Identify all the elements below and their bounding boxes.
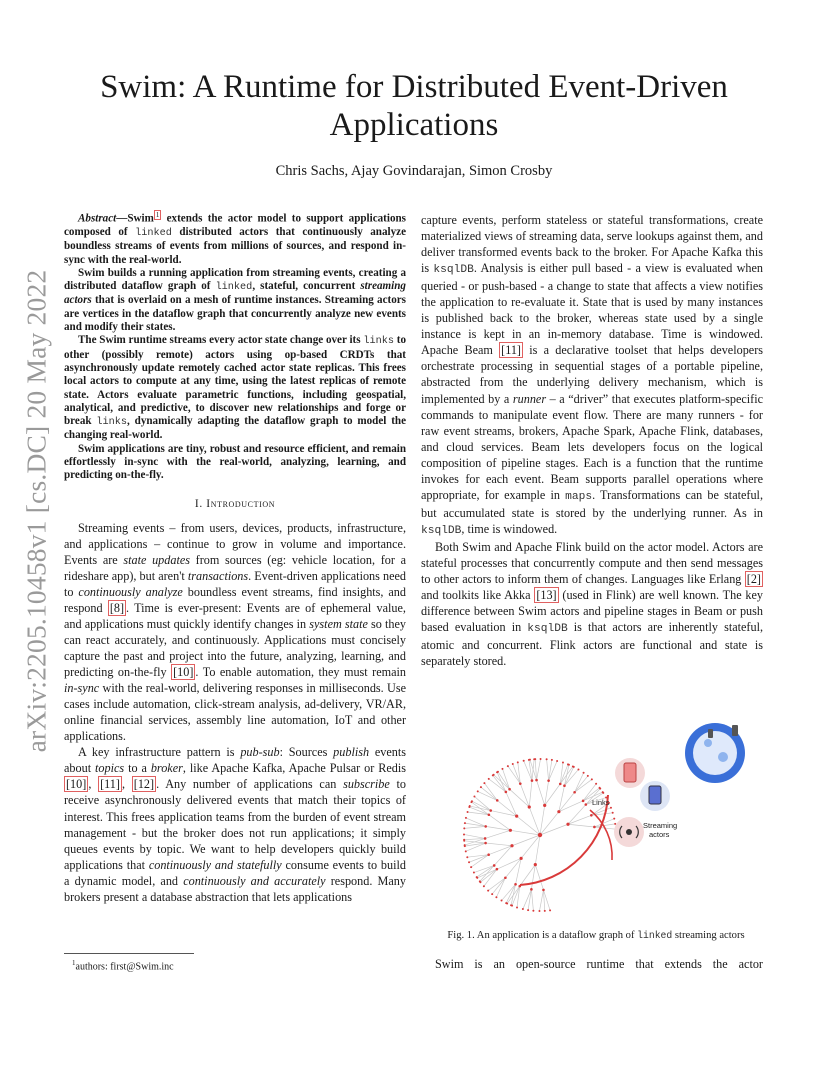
actor-node: [517, 761, 519, 763]
actor-node: [467, 811, 469, 813]
actor-node: [599, 788, 601, 790]
citation-link[interactable]: [10]: [173, 665, 194, 680]
arxiv-id-text: arXiv:2205.10458v1 [cs.DC] 20 May 2022: [20, 269, 51, 753]
actor-node: [520, 857, 523, 860]
body-paragraph: capture events, perform stateless or stateful transformations, create materialized views of streaming data, serve lookups against them, and deliver transformed events back to the broker. For Apache Kafka this is ksqlDB. Analysis is either pull based - a view is evaluated when queried - or push-based - a change to state that affects a view notifies the application to re-evaluate it. State that is used by many instances is published back to the broker, whereas state used by a single instance is kept in an in-memory database. Time is windowed. Apache Beam [11] is a declarative toolset that helps developers orchestrate processing in sequential stages of a portable pipeline, abstracted from the underlying delivery mechanism, which is implemented by a runner – a “driver” that executes platform-specific commands to manipulate event flow. There are many runners - for raw event streams, brokers, Apache Spark, Apache Flink, databases, and cloud services. Beam lets developers focus on the logical composition of pipeline stages. Each is a function that the runtime invokes for each event. Beam supports parallel operations where appropriate, for example in maps. Transformations can be stateful, but accumulated state is stored by the underlying runner. As in ksqlDB, time is windowed.: [421, 213, 763, 537]
actor-node: [530, 888, 533, 891]
actor-node: [464, 844, 466, 846]
actor-node: [591, 778, 593, 780]
body-paragraph: Both Swim and Apache Flink build on the actor model. Actors are stateful processes that concurrently compute and then send messages to other actors to inform them of changes. Languages like Erlang [2] and toolkits like Akka [13] (used in Flink) are well known. The key difference between Swim actors and pipeline stages in Beam or push based evaluation in ksqlDB is that actors are inherently stateful, atomic and concurrent. Flink actors are functional and state is separately stored.: [421, 539, 763, 669]
body-paragraph: A key infrastructure pattern is pub-sub: Sources publish events about topics to a broker, like Apache Kafka, Apache Pulsar or Redis [10] , [11] , [12] . Any number of applications can subscribe to receive asynchronously delivered events that match their topics of interest. This frees application teams from the burden of event stream management - but the broker does not run applications; it simply queues events by topic. We want to help developers quickly build applications that continuously and statefully consume events to build a dynamic model, and continuously and accurately respond. Many brokers present a database abstraction that lets applications: [64, 745, 407, 904]
actor-node: [582, 800, 585, 803]
actor-node: [483, 782, 485, 784]
actor-node: [507, 765, 509, 767]
actor-node: [468, 861, 470, 863]
actor-node: [484, 842, 487, 845]
actor-node: [483, 885, 485, 887]
right-column: [421, 212, 763, 669]
actor-node: [568, 764, 570, 766]
left-column: [64, 212, 406, 905]
actor-node: [463, 833, 465, 835]
citation-link[interactable]: [11]: [501, 343, 521, 358]
actor-node: [465, 817, 467, 819]
actor-node: [477, 790, 479, 792]
actor-node: [464, 822, 466, 824]
actor-node: [519, 782, 522, 785]
actor-node: [510, 904, 512, 906]
actor-node: [544, 910, 546, 912]
actor-node: [514, 883, 517, 886]
body-paragraph: Streaming events – from users, devices, products, infrastructure, and applications – continue to grow in volume and importance. Events are state updates from sources (eg: vehicle location, for a rideshare app), but aren't transactions. Event-driven applications need to continuously analyze boundless event streams, find insights, and respond [8] . Time is ever-present: Events are of ephemeral value, and applications must quickly identify changes in system state so they can react accurately, and continuously. Applications must concisely capture the past and project into the future, analyzing, learning, and predicting on-the-fly [10] . To enable automation, they must remain in-sync with the real-world, delivering responses in milliseconds. Use cases include automation, click-stream analysis, ad-delivery, VR/AR, online financial services, assembly line automation, IoT and other applications.: [64, 520, 406, 744]
actor-node: [583, 772, 585, 774]
actor-node: [614, 823, 616, 825]
section-heading-introduction: I. Introduction: [194, 497, 276, 510]
actor-node: [602, 792, 604, 794]
actor-node: [469, 805, 471, 807]
actor-node: [543, 804, 546, 807]
actor-node: [463, 827, 465, 829]
arxiv-identifier-stamp: [14, 269, 58, 753]
actor-node: [527, 909, 529, 911]
actor-node: [535, 779, 538, 782]
actor-node: [573, 766, 575, 768]
actor-node: [540, 758, 542, 760]
actor-node: [612, 812, 614, 814]
actor-node: [508, 788, 511, 791]
actor-node: [496, 868, 499, 871]
label-actors: actors: [649, 830, 670, 839]
actor-node: [488, 778, 490, 780]
actor-node: [546, 758, 548, 760]
footnote-marker-link[interactable]: 1: [155, 211, 160, 219]
citation-link[interactable]: [8]: [109, 600, 125, 615]
actor-node: [497, 771, 499, 773]
abstract-label: Abstract: [78, 212, 117, 225]
figure-caption: Fig. 1. An application is a dataflow graph of linked streaming actors: [447, 930, 745, 941]
actor-node: [479, 880, 481, 882]
citation-link[interactable]: [12]: [133, 777, 155, 792]
actor-node: [593, 826, 596, 829]
actor-node: [487, 890, 489, 892]
actor-node: [484, 825, 487, 828]
actor-node: [495, 896, 497, 898]
actor-node: [538, 833, 542, 837]
actor-node: [509, 829, 512, 832]
actor-node: [505, 791, 508, 794]
actor-node: [473, 872, 475, 874]
actor-node: [476, 876, 478, 878]
label-streaming: Streaming: [643, 821, 678, 830]
actor-node: [516, 906, 518, 908]
actor-node: [510, 844, 513, 847]
actor-node: [501, 900, 503, 902]
actor-node: [613, 818, 615, 820]
abstract-paragraph: The Swim runtime streams every actor state change over its links to other (possibly remote) actors using op-based CRDTs that asynchronously update remotely cached actor state replicas. This frees local actors to compute at any time, using the latest replicas of remote state. Actors evaluate parametric functions, including geospatial, analytical, and predictive, to discover new relationships and forge or break links, dynamically adapting the dataflow graph to model the changing real-world.: [64, 334, 407, 442]
actor-node: [557, 810, 560, 813]
abstract: [64, 212, 406, 483]
actor-node: [523, 760, 525, 762]
actor-node: [559, 783, 562, 786]
actor-node: [466, 856, 468, 858]
actor-node: [528, 805, 531, 808]
body-paragraph-continued: Swim is an open-source runtime that extends the actor: [435, 957, 763, 971]
actor-node: [471, 800, 473, 802]
citation-link[interactable]: [11]: [100, 777, 120, 792]
actor-node: [505, 902, 507, 904]
actor-node: [549, 909, 551, 911]
actor-node: [504, 876, 507, 879]
footnote: $^1$authors: first@Swim.inc: [72, 959, 174, 973]
actor-node: [587, 775, 589, 777]
actor-node: [590, 814, 593, 817]
actor-node: [542, 889, 545, 892]
actor-node: [488, 813, 491, 816]
actor-node: [496, 799, 499, 802]
actor-nodes: [463, 758, 617, 912]
actor-node: [480, 786, 482, 788]
abstract-paragraph: Swim applications are tiny, robust and resource efficient, and remain effortlessly in-sync with the real-world, analyzing, learning, and predicting on-the-fly.: [64, 442, 406, 482]
actor-node: [463, 839, 465, 841]
actor-node: [489, 809, 492, 812]
actor-node: [531, 779, 534, 782]
actor-node: [473, 796, 475, 798]
actor-node: [551, 759, 553, 761]
actor-node: [529, 759, 531, 761]
dataflow-graph-illustration: [440, 715, 750, 920]
actor-node: [487, 853, 490, 856]
paper-title: Swim: A Runtime for Distributed Event-Driven Applications: [100, 69, 728, 143]
actor-node: [610, 807, 612, 809]
actor-node: [556, 760, 558, 762]
actor-node: [562, 762, 564, 764]
actor-node: [563, 784, 566, 787]
actor-node: [515, 815, 518, 818]
actor-node: [534, 758, 536, 760]
footnote-divider: [64, 953, 194, 954]
citation-link[interactable]: [10]: [66, 777, 87, 792]
actor-node: [493, 864, 496, 867]
links-arc: [520, 795, 608, 885]
actor-node: [534, 863, 537, 866]
actor-node: [532, 910, 534, 912]
figure-dataflow-graph: [440, 715, 750, 920]
abstract-paragraph: Abstract—Swim $^1$ extends the actor model to support applications composed of linked distributed actors that continuously analyze boundless streams of events from millions of sources, and respond in-sync with the real-world.: [64, 211, 406, 266]
actor-node: [512, 763, 514, 765]
actor-node: [465, 850, 467, 852]
actor-node: [566, 823, 569, 826]
actor-node: [595, 783, 597, 785]
label-links: Links: [592, 798, 610, 807]
author-list: Chris Sachs, Ajay Govindarajan, Simon Crosby: [275, 163, 553, 179]
actor-node: [470, 866, 472, 868]
actor-node: [538, 910, 540, 912]
actor-node: [493, 774, 495, 776]
abstract-paragraph: Swim builds a running application from streaming events, creating a distributed dataflow graph of linked, stateful, concurrent streaming actors that is overlaid on a mesh of runtime instances. Streaming actors are vertices in the dataflow graph that concurrently analyze new events and modify their states.: [64, 266, 406, 334]
actor-node: [573, 791, 576, 794]
actor-node: [577, 768, 579, 770]
citation-link[interactable]: [13]: [536, 588, 557, 603]
actor-node: [547, 779, 550, 782]
actor-node: [522, 908, 524, 910]
links-arc-outer: [590, 810, 612, 860]
actor-node: [585, 803, 588, 806]
citation-link[interactable]: [2]: [746, 572, 761, 587]
actor-node: [484, 837, 487, 840]
actor-node: [501, 768, 503, 770]
actor-node: [491, 893, 493, 895]
